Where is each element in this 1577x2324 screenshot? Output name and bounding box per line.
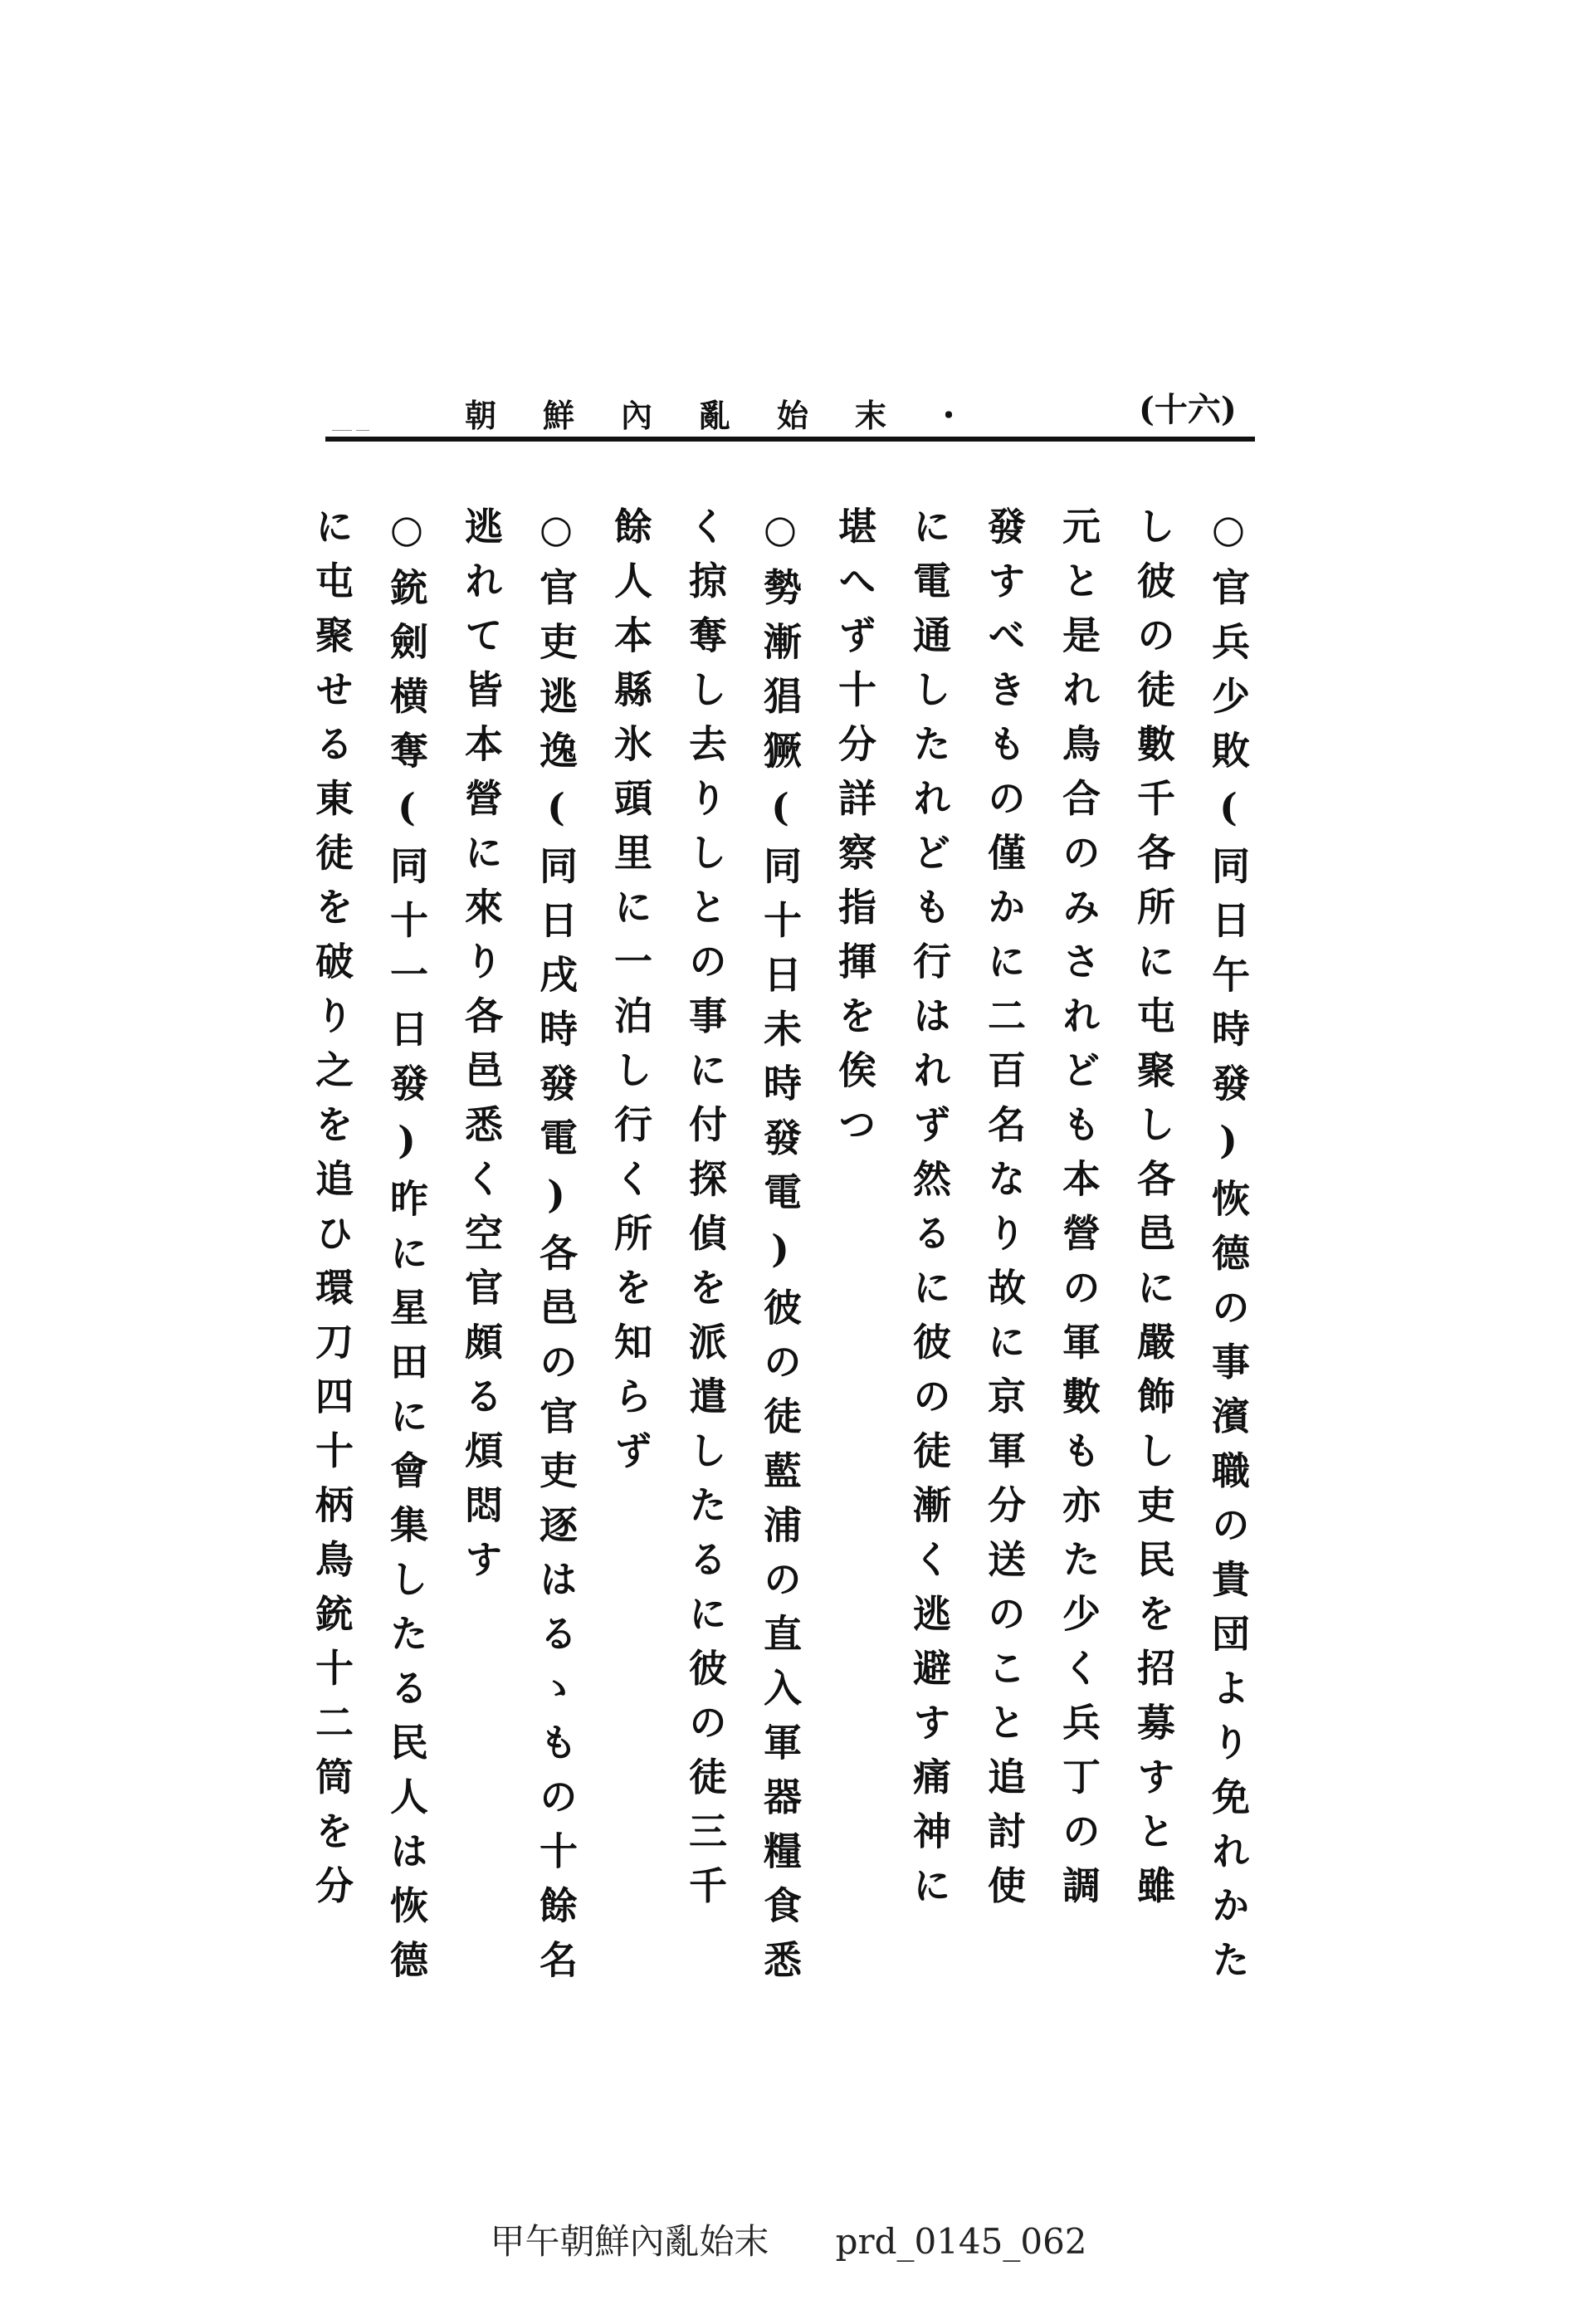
footer-caption bbox=[0, 2214, 1577, 2264]
body-text bbox=[310, 506, 1266, 1994]
footer-page-id: prd_0145_062 bbox=[835, 2221, 1087, 2262]
text-column: く掠奪し去りしとの事に付探偵を派遣したるに彼の徒三千 bbox=[683, 506, 728, 1920]
text-column: 元と是れ鳥合のみされども本營の軍數も亦た少く兵丁の調 bbox=[1057, 506, 1101, 1920]
text-column: 餘人本縣氷頭里に一泊し行く所を知らず bbox=[608, 506, 653, 1485]
text-column: に電通したれども行はれず然るに彼の徒漸く逃避す痛神に bbox=[907, 506, 952, 1920]
running-title: 朝鮮內亂始末・ bbox=[465, 397, 1012, 434]
text-column: 發すべきもの僅かに二百名なり故に京軍分送のこと追討使 bbox=[982, 506, 1027, 1920]
text-column: ○銃劍横奪(同十一日發)昨に星田に會集したる民人は恢德 bbox=[384, 506, 429, 1994]
page-number: (十六) bbox=[1139, 390, 1237, 429]
text-column: 逃れて皆本營に來り各邑悉く空官頗る煩悶す bbox=[459, 506, 504, 1594]
text-column: 堪へず十分詳察指揮を俟つ bbox=[832, 506, 877, 1159]
text-column: ○勢漸猖獗(同十日未時發電)彼の徒藍浦の直入軍器糧食悉 bbox=[758, 506, 803, 1994]
text-column: し彼の徒數千各所に屯聚し各邑に嚴飾し吏民を招募すと雖 bbox=[1131, 506, 1176, 1920]
text-column: ○官吏逃逸(同日戌時發電)各邑の官吏逐はるゝもの十餘名 bbox=[534, 506, 579, 1994]
header-left-mark: ___ __ bbox=[332, 415, 370, 431]
footer-book-title: 甲午朝鮮內亂始末 bbox=[490, 2221, 769, 2262]
text-column: ○官兵少敗(同日午時發)恢德の事濱職の貴団より免れかた bbox=[1206, 506, 1251, 1994]
text-column: に屯聚せる東徒を破り之を追ひ環刀四十柄鳥銃十二筒を分 bbox=[310, 506, 354, 1920]
header-rule bbox=[325, 437, 1255, 442]
